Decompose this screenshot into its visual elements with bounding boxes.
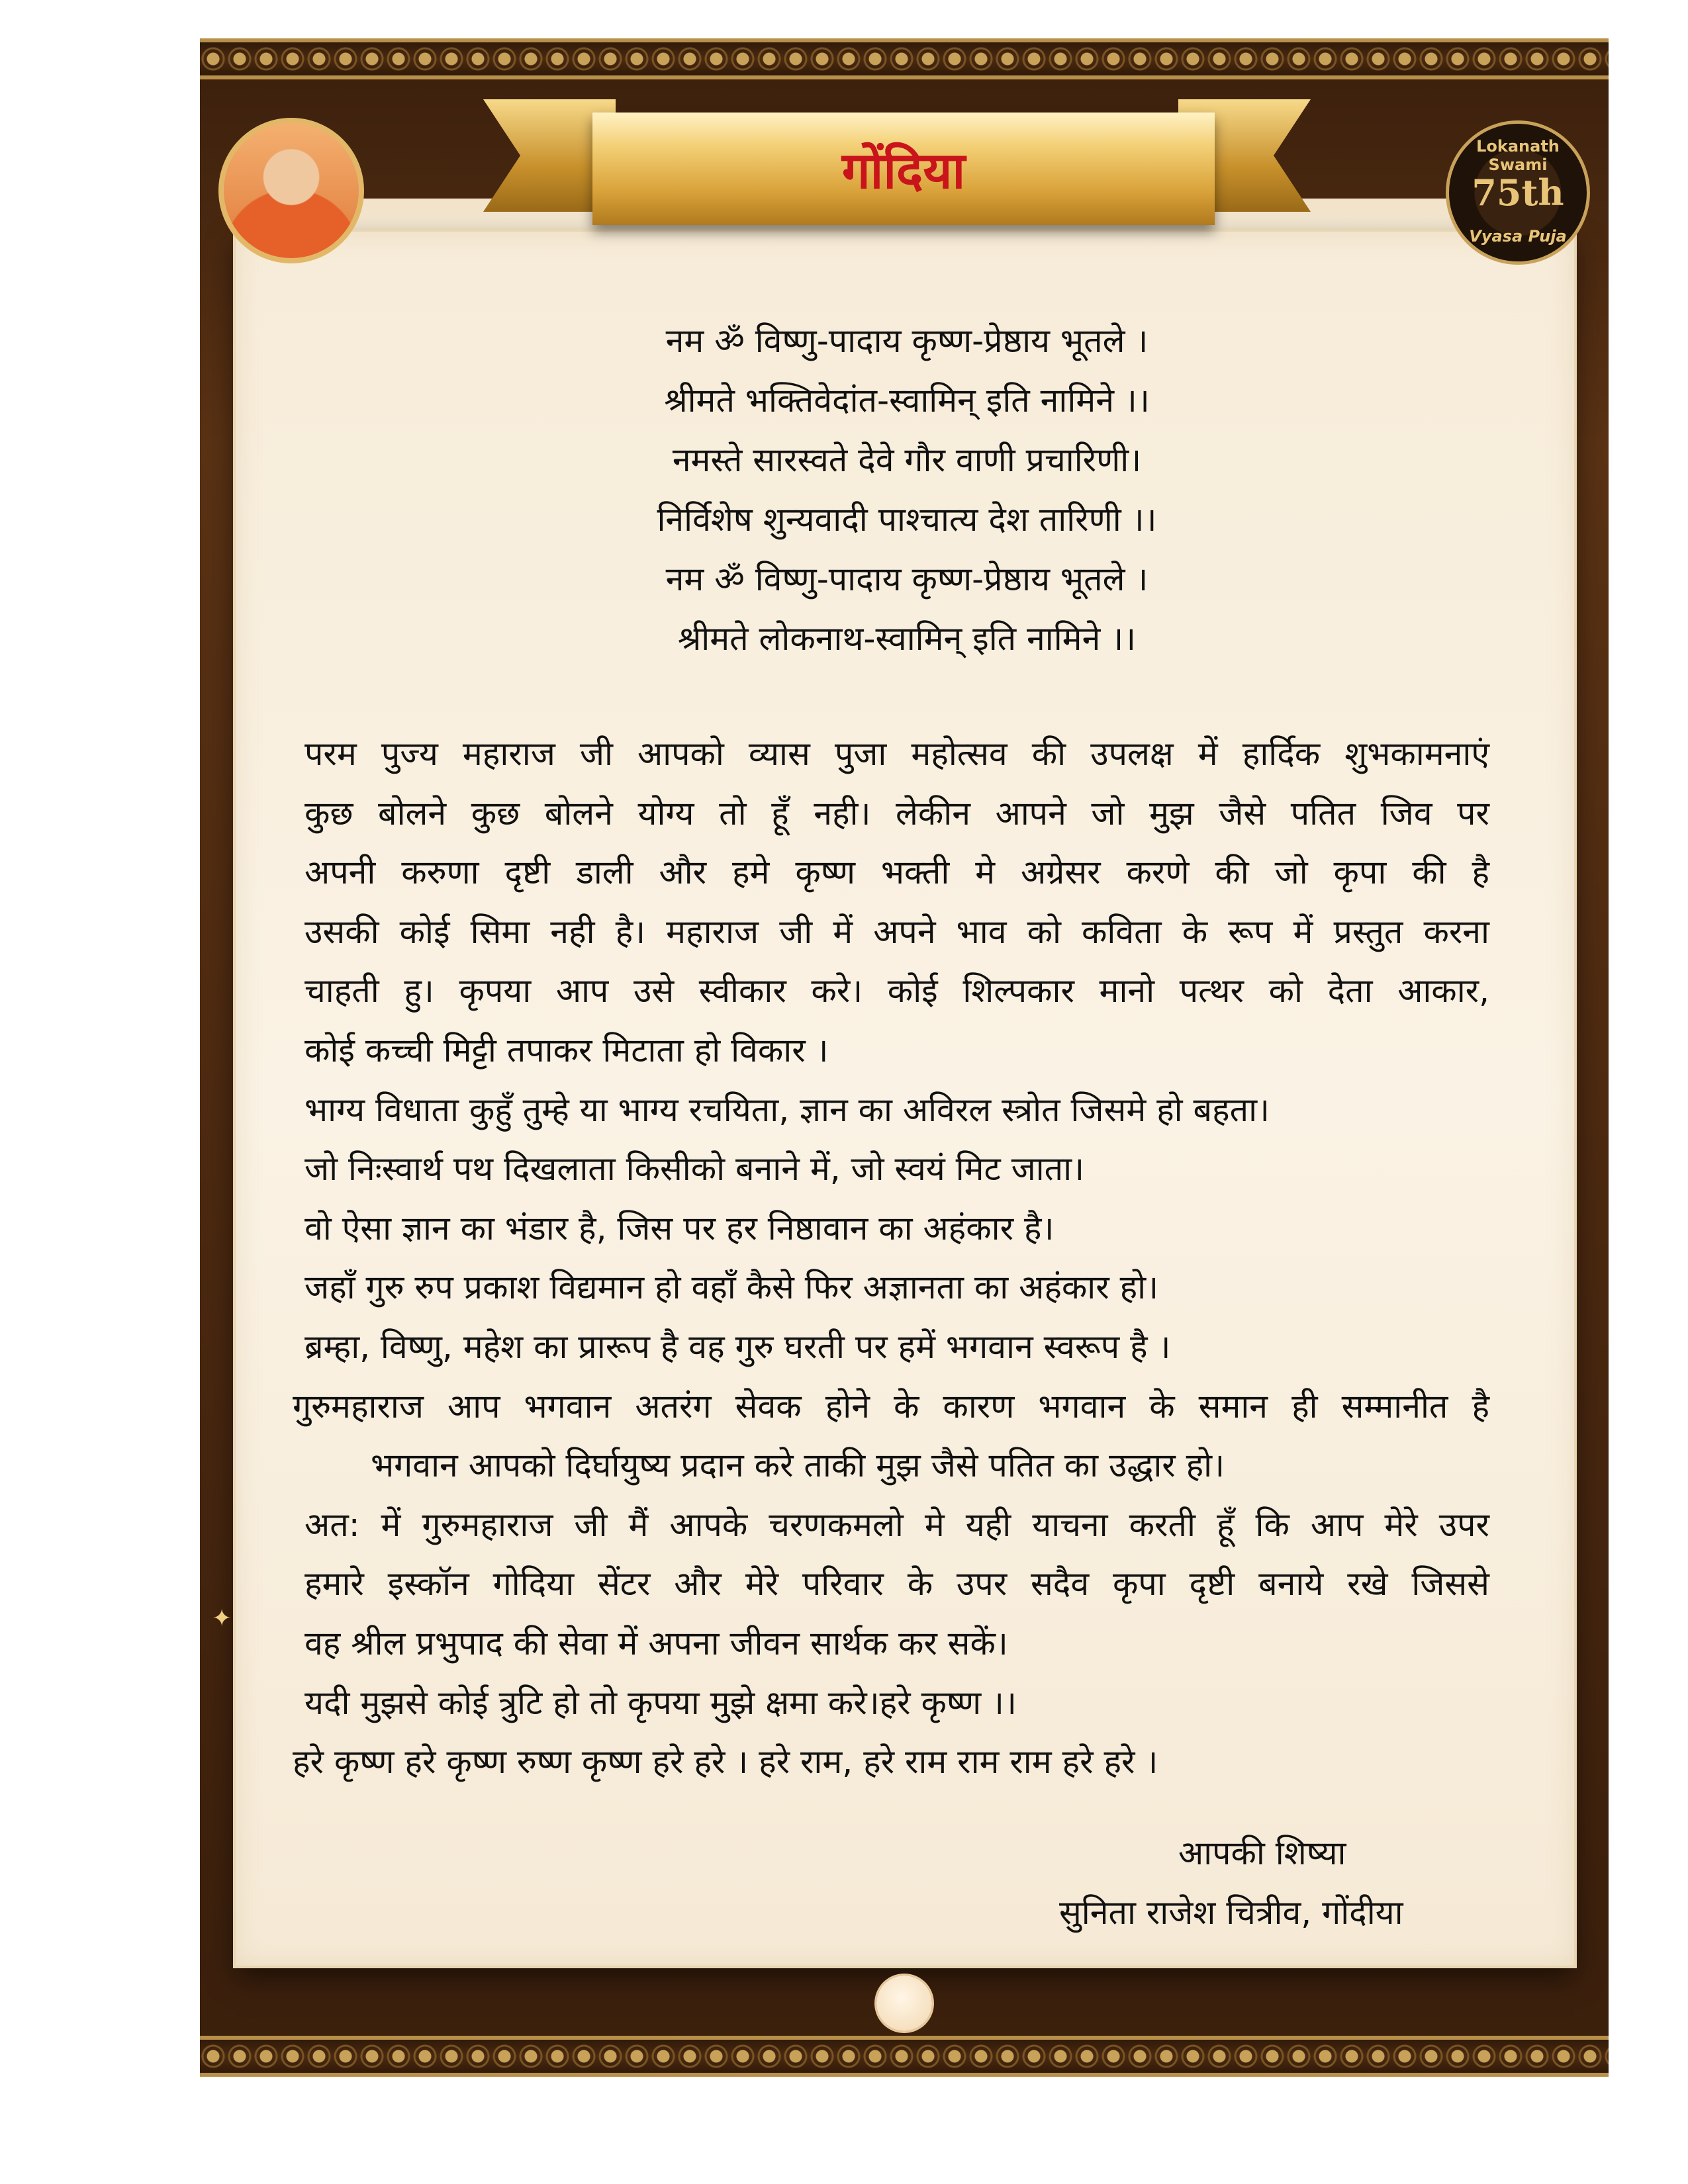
body-line: वह श्रील प्रभुपाद की सेवा में अपना जीवन सार्थक कर सकें। [305,1623,1008,1662]
badge-top-text: Lokanath Swami [1476,137,1560,174]
verse-line: नमस्ते सारस्वते देवे गौर वाणी प्रचारिणी। [672,441,1142,479]
body-line: उसकी कोई सिमा नही है। महाराज जी में अपने भाव को कविता के रूप में प्रस्तुत करना [305,912,1489,951]
body-line: हमारे इस्कॉन गोदिया सेंटर और मेरे परिवार के उपर सदैव कृपा दृष्टी बनाये रखे जिससे [305,1565,1489,1604]
verse-line: श्रीमते भक्तिवेदांत-स्वामिन् इति नामिने ।। [664,381,1150,420]
body-line: कोई कच्ची मिट्टी तपाकर मिटाता हो विकार । [305,1030,829,1069]
body-line: वो ऐसा ज्ञान का भंडार है, जिस पर हर निष्ठावान का अहंकार है। [305,1208,1055,1248]
signature-name: सुनिता राजेश चित्रीव, गोंदीया [1059,1893,1403,1932]
body-line: ब्रम्हा, विष्णु, महेश का प्रारूप है वह गुरु घरती पर हमें भगवान स्वरूप है । [305,1327,1171,1366]
body-line: यदी मुझसे कोई त्रुटि हो तो कृपया मुझे क्षमा करे।हरे कृष्ण ।। [305,1683,1017,1722]
body-line: जो निःस्वार्थ पथ दिखलाता किसीको बनाने में, जो स्वयं मिट जाता। [305,1150,1085,1189]
verse-line: नम ॐ विष्णु-पादाय कृष्ण-प्रेष्ठाय भूतले । [665,560,1149,598]
body-line: हरे कृष्ण हरे कृष्ण रुष्ण कृष्ण हरे हरे । हरे राम, हरे राम राम राम हरे हरे । [293,1743,1158,1782]
verse-line: नम ॐ विष्णु-पादाय कृष्ण-प्रेष्ठाय भूतले । [665,322,1149,360]
body-line: अपनी करुणा दृष्टी डाली और हमे कृष्ण भक्ती मे अग्रेसर करणे की जो कृपा की है [305,853,1489,892]
body-line: अत: में गुरुमहाराज जी मैं आपके चरणकमलो मे यही याचना करती हूँ कि आप मेरे उपर [305,1505,1489,1544]
sparkle-icon: ✦ [212,1605,232,1632]
body-line: चाहती हु। कृपया आप उसे स्वीकार करे। कोई शिल्पकार मानो पत्थर को देता आकार, [305,972,1489,1011]
opening-verses [397,311,1417,668]
title-ribbon [592,113,1215,225]
vyasa-puja-badge [1446,120,1590,265]
badge-number: 75th [1472,171,1564,214]
body-line: परम पुज्य महाराज जी आपको व्यास पुजा महोत्सव की उपलक्ष में हार्दिक शुभकामनाएं [305,735,1489,773]
verse-line: निर्विशेष शुन्यवादी पाश्चात्य देश तारिणी ।। [657,500,1157,539]
body-line: कुछ बोलने कुछ बोलने योग्य तो हूँ नही। लेकीन आपने जो मुझ जैसे पतित जिव पर [305,794,1489,833]
guru-avatar [218,118,364,263]
top-border [200,38,1609,79]
body-line: भगवान आपको दिर्घायुष्य प्रदान करे ताकी मुझ जैसे पतित का उद्धार हो। [371,1446,1225,1485]
body-line: गुरुमहाराज आप भगवान अतरंग सेवक होने के कारण भगवान के समान ही सम्मानीत है [293,1387,1489,1426]
verse-line: श्रीमते लोकनाथ-स्वामिन् इति नामिने ।। [677,619,1137,658]
signature-salutation: आपकी शिष्या [1178,1834,1346,1872]
body-line: जहाँ गुरु रुप प्रकाश विद्यमान हो वहाँ कैसे फिर अज्ञानता का अहंकार हो। [305,1268,1159,1307]
bottom-border [200,2036,1609,2077]
page-title: गोंदिया [841,140,966,200]
body-line: भाग्य विधाता कुहुँ तुम्हे या भाग्य रचयिता, ज्ञान का अविरल स्त्रोत जिसमे हो बहता। [305,1090,1270,1129]
signature-block [1059,1823,1470,1942]
bottom-ornament-dot [876,1976,932,2031]
badge-bottom-text: Vyasa Puja [1469,227,1567,246]
letter-body [293,725,1489,1792]
